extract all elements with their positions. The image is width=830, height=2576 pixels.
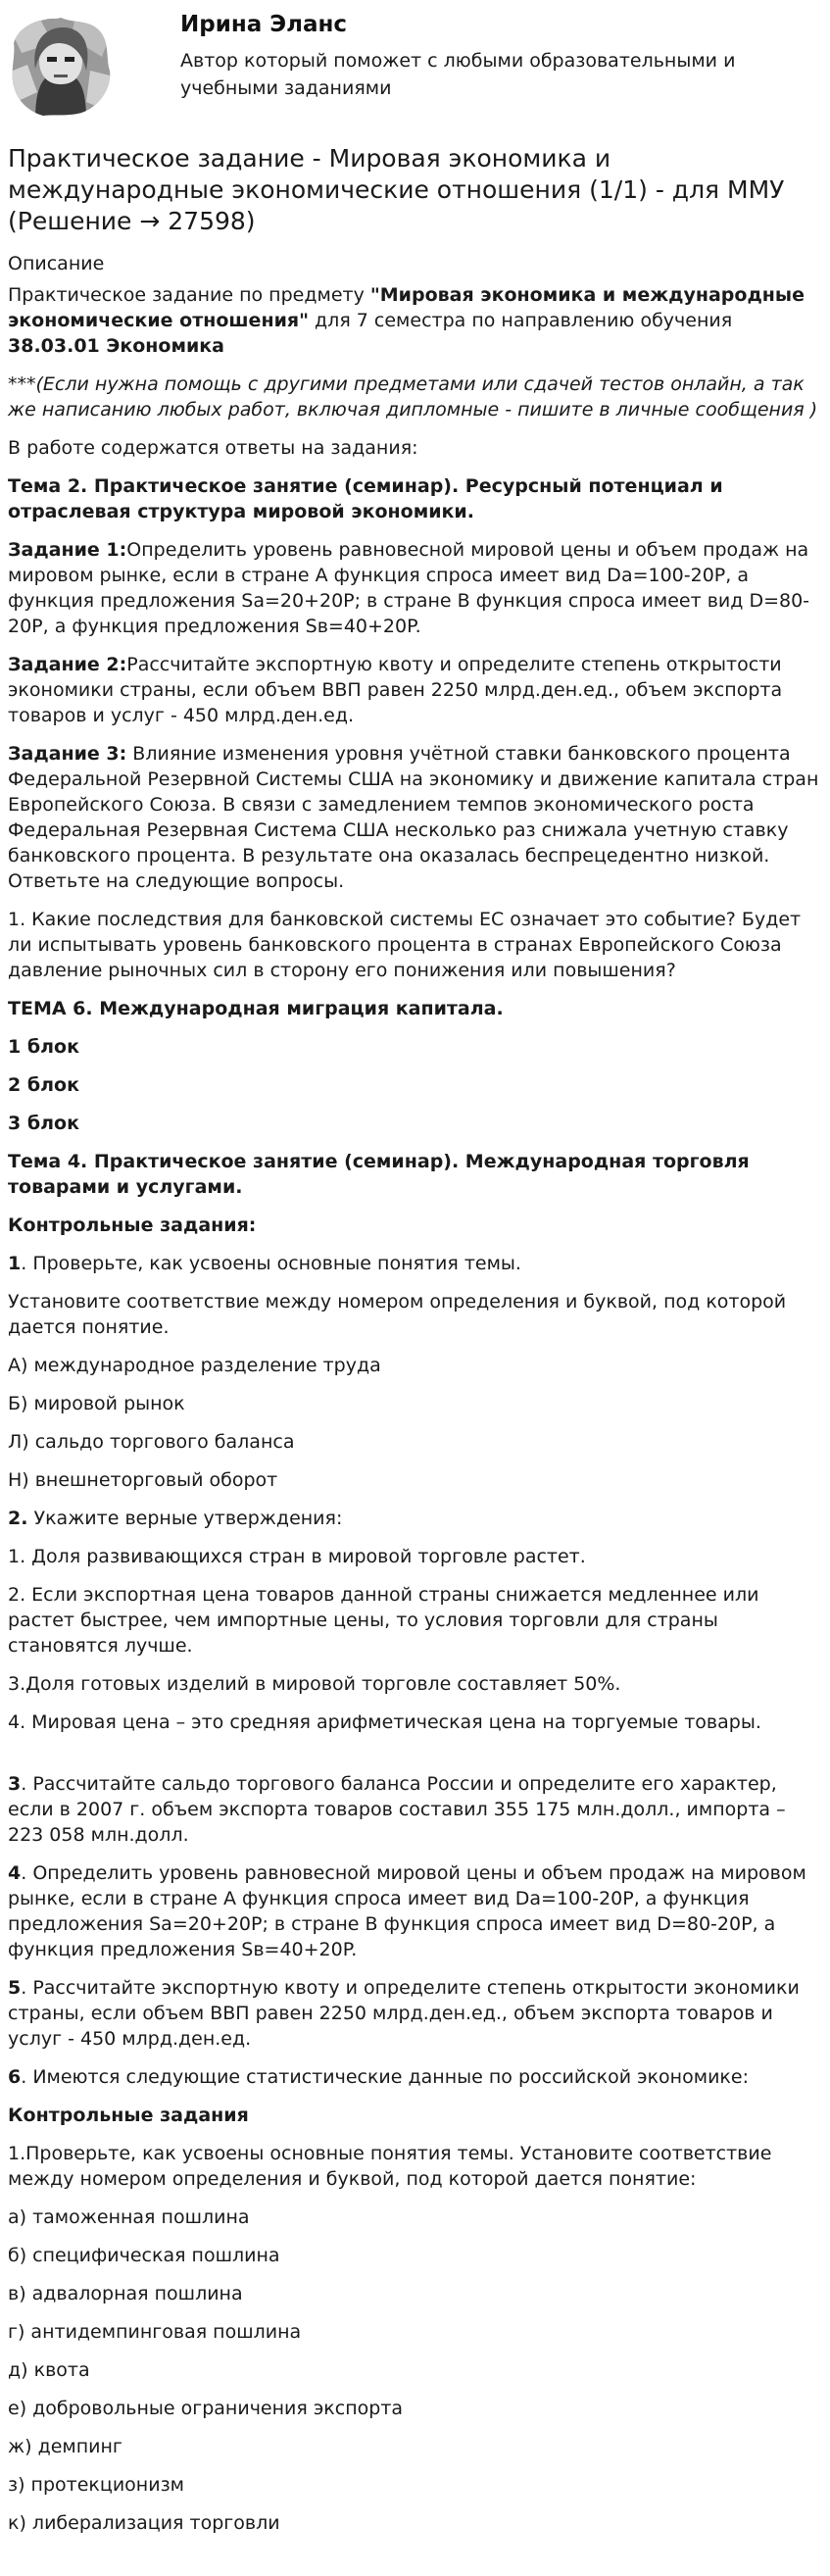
author-avatar[interactable] (8, 14, 114, 120)
term-list-item: к) либерализация торговли (8, 2512, 280, 2534)
task-1 (8, 537, 819, 639)
check-concepts-2: 1.Проверьте, как усвоены основные понятия темы. Установите соответствие между номером определения и буквой, под которой дается понятие: (8, 2143, 772, 2190)
term-list-item: г) антидемпинговая пошлина (8, 2321, 302, 2343)
block-3: 3 блок (8, 1113, 79, 1134)
task-2 (8, 652, 819, 728)
task-2-text: Рассчитайте экспортную квоту и определите степень открытости экономики страны, если объем ВВП равен 2250 млрд.ден.ед., объем экспорта товаров и услуг - 450 млрд.ден.ед. (8, 654, 783, 726)
theme-2-heading: Тема 2. Практическое занятие (семинар). Ресурсный потенциал и отраслевая структура мировой экономики. (8, 475, 723, 522)
term-list-item: Н) внешнеторговый оборот (8, 1469, 278, 1491)
contains-text: В работе содержатся ответы на задания: (8, 437, 418, 459)
term-list-item: ж) демпинг (8, 2436, 122, 2457)
statement-item: 3.Доля готовых изделий в мировой торговле составляет 50%. (8, 1673, 621, 1695)
document-content (8, 143, 819, 2549)
control-tasks-heading: Контрольные задания: (8, 1214, 257, 1236)
term-list-item: в) адвалорная пошлина (8, 2283, 243, 2304)
question-1: 1. Какие последствия для банковской системы ЕС означает это событие? Будет ли испытывать уровень банковского процента в странах Европейского Союза давление рыночных сил в сторону его понижения или повышения? (8, 909, 802, 981)
block-2: 2 блок (8, 1074, 79, 1096)
item-4: 4. Определить уровень равновесной мировой цены и объем продаж на мировом рынке, если в стране А функция спроса имеет вид Da=100-20P, а функция предложения Sa=20+20P; в стране В функция спроса имеет вид D=80-20P, а функция предложения Sв=40+20P. (8, 1862, 806, 1960)
task-3 (8, 741, 819, 894)
theme-4-heading: Тема 4. Практическое занятие (семинар). Международная торговля товарами и услугами. (8, 1151, 750, 1198)
author-card (0, 0, 830, 127)
term-list-item: д) квота (8, 2359, 90, 2381)
item-3: 3. Рассчитайте сальдо торгового баланса России и определите его характер, если в 2007 г. объем экспорта товаров составил 355 175 млн.долл., импорта – 223 058 млн.долл. (8, 1773, 786, 1846)
task-3-label: Задание 3: (8, 743, 127, 765)
description-label: Описание (8, 253, 105, 274)
task-1-text: Определить уровень равновесной мировой цены и объем продаж на мировом рынке, если в стране А функция спроса имеет вид Da=100-20P, а функция предложения Sa=20+20P; в стране В функция спроса имеет вид D=80-20P, а функция предложения Sв=40+20P. (8, 539, 810, 637)
page-title: Практическое задание - Мировая экономика и международные экономические отношения (1/1) - для ММУ (Решение → 27598) (8, 144, 785, 235)
item-5: 5. Рассчитайте экспортную квоту и определите степень открытости экономики страны, если объем ВВП равен 2250 млрд.ден.ед., объем экспорта товаров и услуг - 450 млрд.ден.ед. (8, 1977, 800, 2050)
intro-paragraph (8, 282, 819, 359)
term-list-item: з) протекционизм (8, 2474, 185, 2496)
statement-item: 1. Доля развивающихся стран в мировой торговле растет. (8, 1546, 586, 1567)
term-list-item: а) таможенная пошлина (8, 2206, 250, 2228)
help-notice: ***(Если нужна помощь с другими предметами или сдачей тестов онлайн, а так же написанию любых работ, включая дипломные - пишите в личные сообщения ) (8, 373, 818, 421)
term-list-item: А) международное разделение труда (8, 1355, 381, 1376)
author-name[interactable]: Ирина Эланс (180, 12, 348, 37)
control-tasks-heading-2: Контрольные задания (8, 2105, 249, 2126)
theme-6-heading: ТЕМА 6. Международная миграция капитала. (8, 998, 504, 1019)
item-1: 1. Проверьте, как усвоены основные понятия темы. (8, 1253, 521, 1274)
blank-line (8, 1748, 819, 1771)
block-1: 1 блок (8, 1036, 79, 1058)
match-instruction: Установите соответствие между номером определения и буквой, под которой дается понятие. (8, 1291, 787, 1338)
statement-item: 2. Если экспортная цена товаров данной страны снижается медленнее или растет быстрее, чем импортные цены, то условия торговли для страны становятся лучше. (8, 1584, 759, 1657)
term-list-item: б) специфическая пошлина (8, 2245, 280, 2266)
task-1-label: Задание 1: (8, 539, 127, 561)
intro-program: 38.03.01 Экономика (8, 335, 225, 357)
statement-item: 4. Мировая цена – это средняя арифметическая цена на торгуемые товары. (8, 1711, 761, 1733)
task-2-label: Задание 2: (8, 654, 127, 675)
intro-prefix: Практическое задание по предмету (8, 284, 370, 306)
item-6: 6. Имеются следующие статистические данные по российской экономике: (8, 2066, 749, 2088)
term-list-item: е) добровольные ограничения экспорта (8, 2398, 404, 2419)
term-list-item: Б) мировой рынок (8, 1393, 185, 1414)
intro-middle: для 7 семестра по направлению обучения (309, 310, 733, 331)
task-3-text: Влияние изменения уровня учётной ставки банковского процента Федеральной Резервной Системы США на экономику и движение капитала стран Европейского Союза. В связи с замедлением темпов экономического роста Федеральная Резервная Система США несколько раз снижала учетную ставку банковского процента. В результате она оказалась беспрецедентно низкой. Ответьте на следующие вопросы. (8, 743, 819, 892)
author-description: Автор который поможет с любыми образовательными и учебными заданиями (180, 50, 736, 99)
intro-subject: "Мировая экономика и международные экономические отношения" (8, 284, 805, 331)
item-2: 2. Укажите верные утверждения: (8, 1508, 343, 1529)
term-list-item: Л) сальдо торгового баланса (8, 1431, 295, 1453)
